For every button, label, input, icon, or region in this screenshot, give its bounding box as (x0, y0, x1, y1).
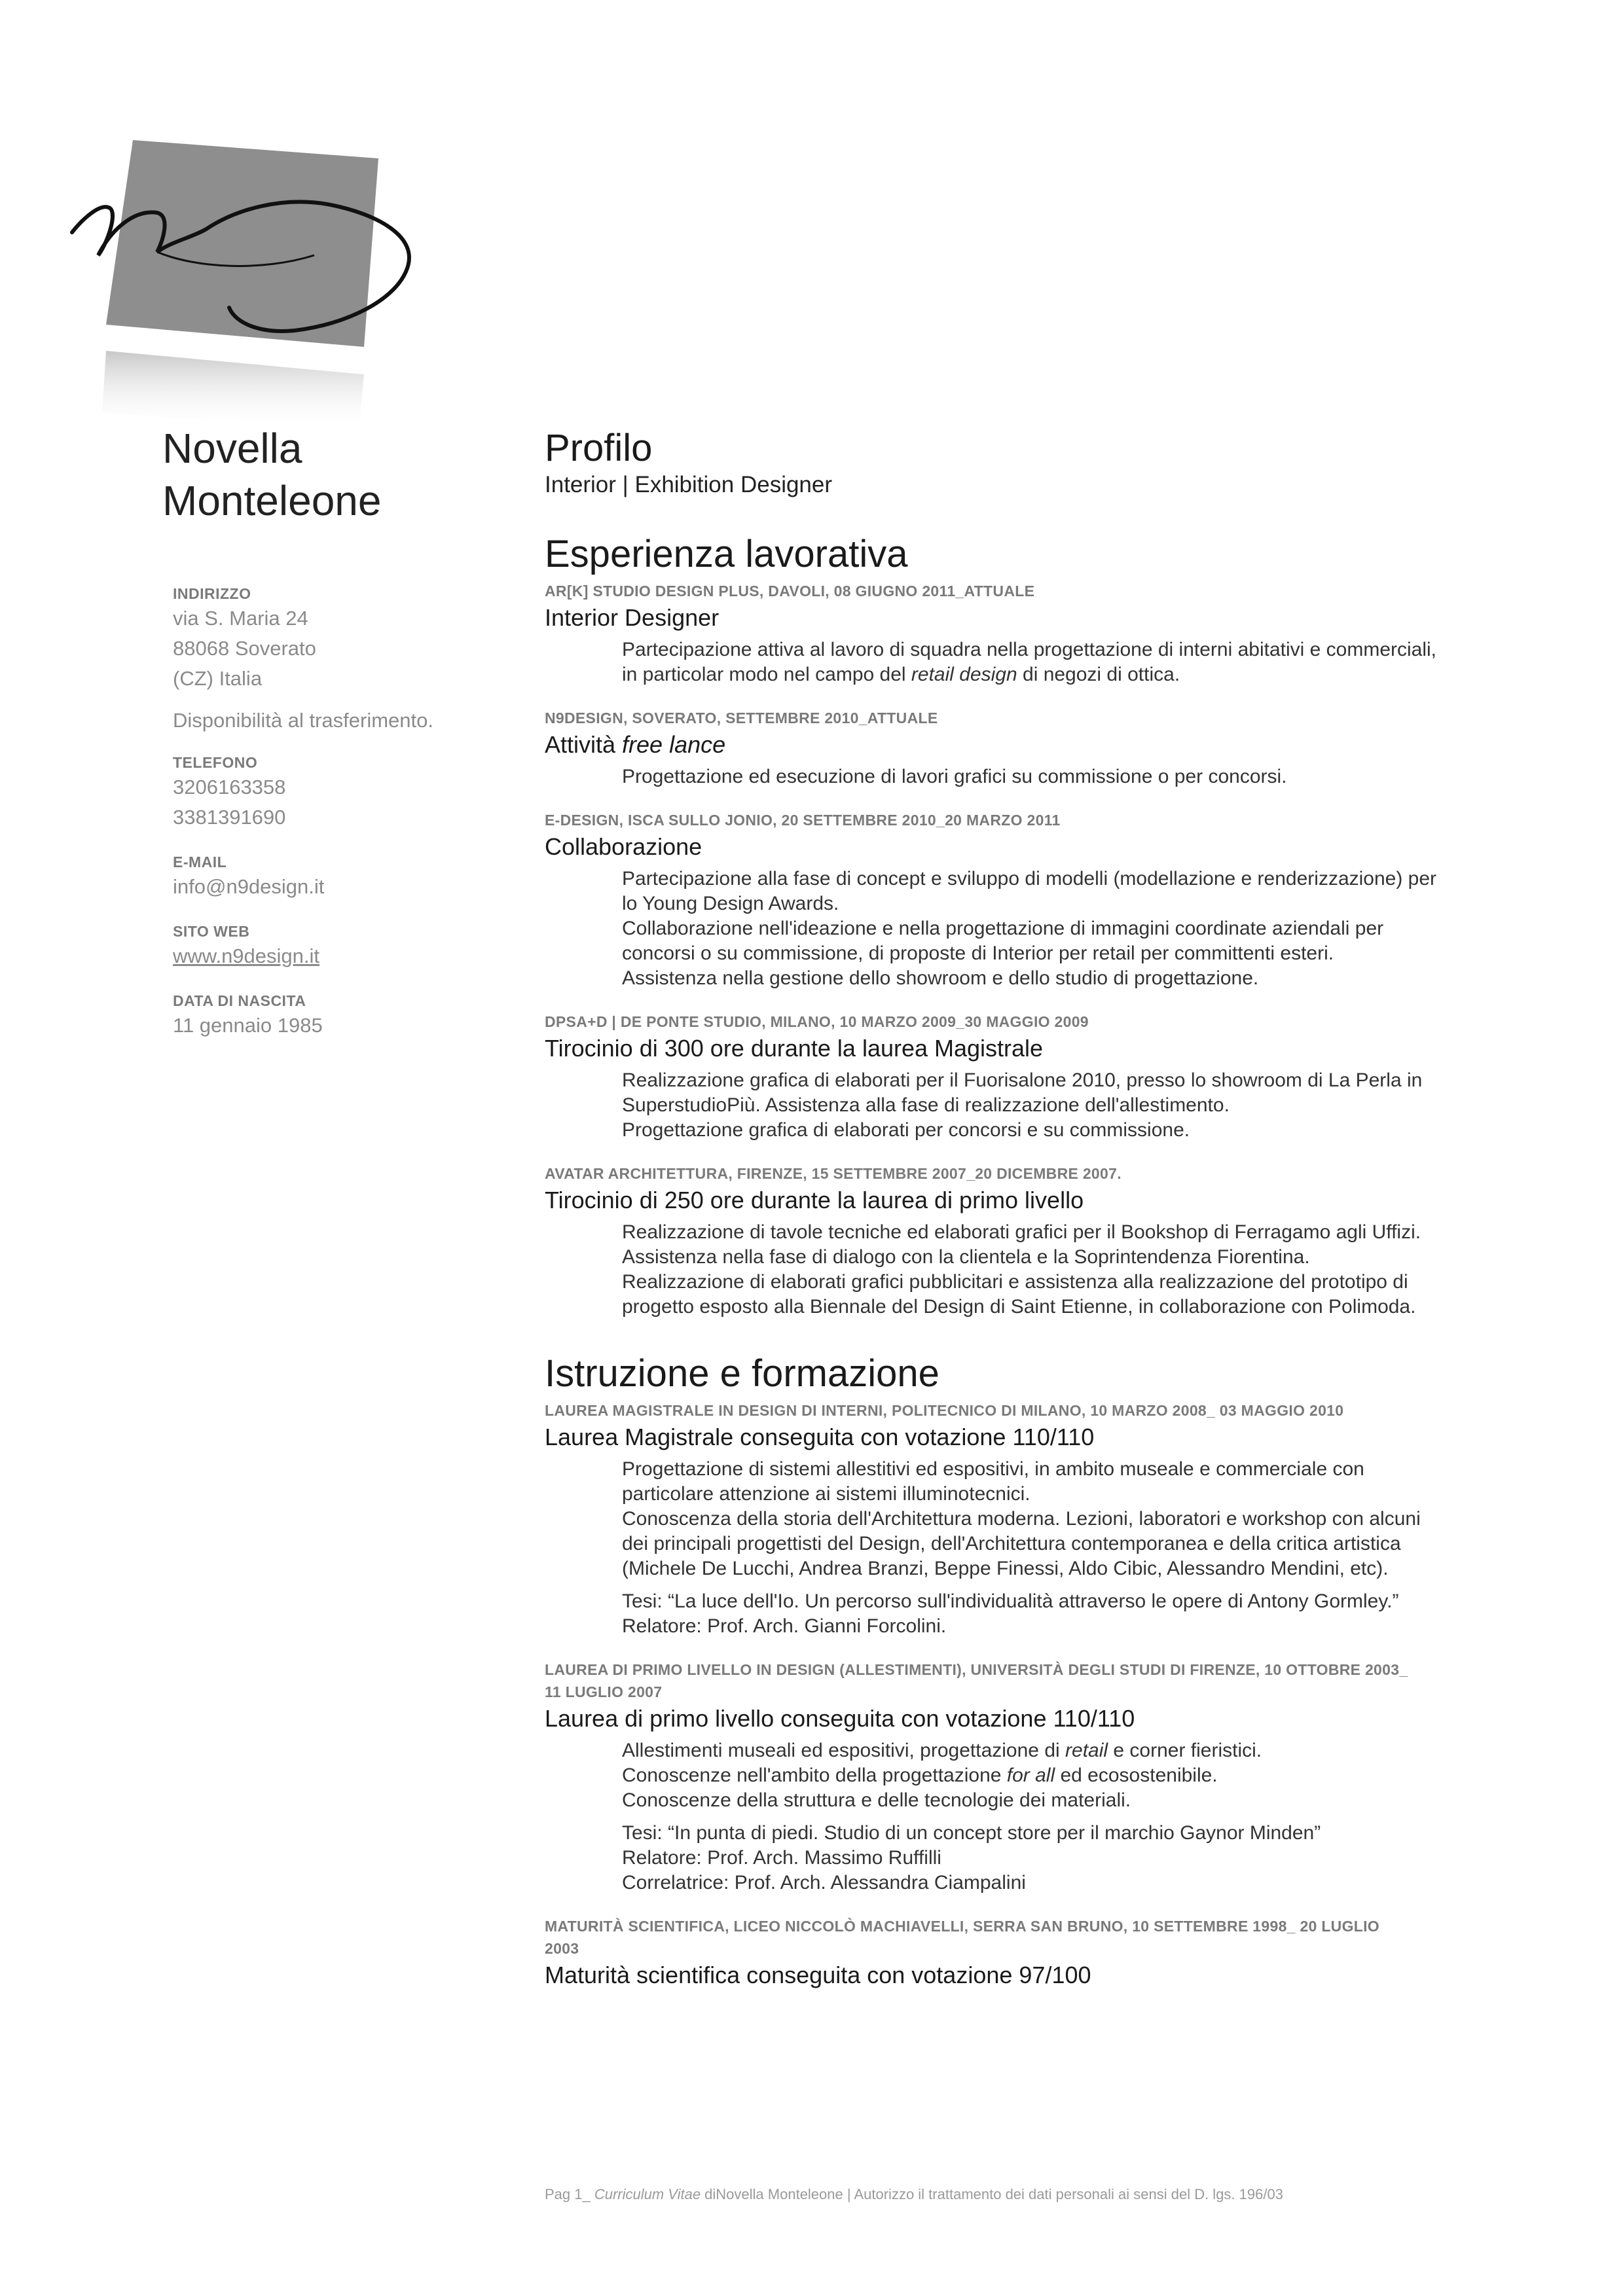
experience-meta: AVATAR ARCHITETTURA, FIRENZE, 15 SETTEMBRE 2007_20 DICEMBRE 2007. (545, 1165, 1122, 1182)
education-item (545, 1915, 1474, 1991)
education-degree: Laurea Magistrale conseguita con votazione 110/110 (545, 1424, 1095, 1450)
text-italic: retail (1065, 1740, 1108, 1761)
candidate-name (162, 422, 381, 527)
education-title: Istruzione e formazione (545, 1352, 939, 1395)
description-line: concorsi o su commissione, di proposte di Interior per retail per committenti esteri. (622, 942, 1334, 964)
text: in particolar modo nel campo del (622, 664, 911, 685)
contact-sidebar (173, 584, 474, 1060)
description-line (622, 1763, 1474, 1788)
description-line: Partecipazione alla fase di concept e sviluppo di modelli (modellazione e renderizzazione) per (622, 868, 1437, 889)
description-line: Realizzazione grafica di elaborati per il Fuorisalone 2010, presso lo showroom di La Perla in (622, 1069, 1423, 1091)
education-section (545, 1351, 1474, 1991)
text: di negozi di ottica. (1017, 664, 1180, 685)
experience-item (545, 1011, 1474, 1143)
education-degree: Maturità scientifica conseguita con votazione 97/100 (545, 1962, 1091, 1988)
page-footer (545, 2186, 1283, 2203)
address-label: INDIRIZZO (173, 585, 251, 602)
description-line: Conoscenza della storia dell'Architettura moderna. Lezioni, laboratori e workshop con alcuni (622, 1508, 1421, 1530)
education-meta: LAUREA MAGISTRALE IN DESIGN DI INTERNI, POLITECNICO DI MILANO, 10 MARZO 2008_ 03 MAGGIO 2010 (545, 1402, 1344, 1419)
education-meta-line: 11 LUGLIO 2007 (545, 1683, 663, 1700)
main-content (545, 425, 1474, 1995)
education-meta-line: 2003 (545, 1940, 579, 1957)
phone-label: TELEFONO (173, 754, 258, 771)
description-line: Progettazione grafica di elaborati per concorsi e su commissione. (622, 1119, 1190, 1141)
name-last: Monteleone (162, 477, 382, 524)
email-block (173, 852, 474, 902)
profile-title: Profilo (545, 427, 653, 469)
experience-meta: DPSA+D | DE PONTE STUDIO, MILANO, 10 MARZO 2009_30 MAGGIO 2009 (545, 1013, 1089, 1030)
relocation-note: Disponibilità al trasferimento. (173, 709, 434, 732)
n9design-logo (65, 131, 432, 432)
text-italic: retail design (911, 664, 1017, 685)
text: e corner fieristici. (1108, 1740, 1262, 1761)
thesis-title: Tesi: “La luce dell'Io. Un percorso sull'individualità attraverso le opere di Antony Gormley.” (622, 1590, 1399, 1612)
experience-item (545, 707, 1474, 789)
phone-block (173, 753, 474, 833)
address-line: 88068 Soverato (173, 637, 316, 660)
footer-text-italic: Curriculum Vitae (594, 2186, 701, 2202)
experience-role (545, 729, 1474, 761)
experience-item (545, 580, 1474, 687)
text: ed ecosostenibile. (1055, 1765, 1218, 1786)
profile-subtitle: Interior | Exhibition Designer (545, 472, 833, 497)
thesis-title: Tesi: “In punta di piedi. Studio di un concept store per il marchio Gaynor Minden” (622, 1822, 1321, 1844)
footer-text: Pag 1_ (545, 2186, 594, 2202)
description-line: Conoscenze della struttura e delle tecnologie dei materiali. (622, 1789, 1131, 1811)
experience-item (545, 1162, 1474, 1319)
description-line: progetto esposto alla Biennale del Design di Saint Etienne, in collaborazione con Polimoda. (622, 1296, 1416, 1318)
text-italic: for all (1006, 1765, 1055, 1786)
experience-title: Esperienza lavorativa (545, 533, 908, 575)
experience-role: Tirocinio di 300 ore durante la laurea Magistrale (545, 1035, 1044, 1062)
experience-description (622, 637, 1474, 687)
phone-number: 3206163358 (173, 776, 286, 798)
address-block (173, 584, 474, 733)
education-meta-line: MATURITÀ SCIENTIFICA, LICEO NICCOLÒ MACHIAVELLI, SERRA SAN BRUNO, 10 SETTEMBRE 1998_ 20 LUGLIO (545, 1918, 1379, 1935)
text: Conoscenze nell'ambito della progettazione (622, 1765, 1007, 1786)
thesis-cosupervisor: Correlatrice: Prof. Arch. Alessandra Ciampalini (622, 1872, 1026, 1893)
address-line: (CZ) Italia (173, 667, 263, 690)
web-block (173, 922, 474, 971)
education-description (622, 1738, 1474, 1895)
description-line: lo Young Design Awards. (622, 893, 839, 914)
education-degree: Laurea di primo livello conseguita con votazione 110/110 (545, 1705, 1135, 1732)
text: Attività (545, 731, 623, 758)
web-label: SITO WEB (173, 923, 250, 940)
experience-meta: E-DESIGN, ISCA SULLO JONIO, 20 SETTEMBRE 2010_20 MARZO 2011 (545, 812, 1061, 829)
description-line (622, 1738, 1474, 1763)
description-line: dei principali progettisti del Design, dell'Architettura contemporanea e della critica artistica (622, 1533, 1401, 1554)
experience-meta: AR[K] STUDIO DESIGN PLUS, DAVOLI, 08 GIUGNO 2011_ATTUALE (545, 583, 1035, 600)
education-item (545, 1659, 1474, 1895)
thesis-supervisor: Relatore: Prof. Arch. Gianni Forcolini. (622, 1615, 947, 1637)
education-meta (545, 1915, 1474, 1960)
experience-description (622, 867, 1474, 991)
education-meta-line: LAUREA DI PRIMO LIVELLO IN DESIGN (ALLESTIMENTI), UNIVERSITÀ DEGLI STUDI DI FIRENZE, 10 OTTOBRE 2003_ (545, 1661, 1408, 1678)
phone-number: 3381391690 (173, 806, 286, 829)
experience-description (622, 1220, 1474, 1319)
footer-text: diNovella Monteleone | Autorizzo il trattamento dei dati personali ai sensi del D. lgs. 196/03 (701, 2186, 1283, 2202)
experience-role: Collaborazione (545, 833, 702, 860)
education-description (622, 1457, 1474, 1639)
address-line: via S. Maria 24 (173, 607, 308, 630)
description-line: Assistenza nella fase di dialogo con la clientela e la Soprintendenza Fiorentina. (622, 1246, 1310, 1268)
text: Allestimenti museali ed espositivi, progettazione di (622, 1740, 1066, 1761)
text-italic: free lance (622, 731, 726, 758)
birth-label: DATA DI NASCITA (173, 992, 306, 1009)
experience-description (622, 1068, 1474, 1143)
description-line (622, 662, 1474, 687)
email-address[interactable]: info@n9design.it (173, 875, 325, 898)
description-line: Realizzazione di tavole tecniche ed elaborati grafici per il Bookshop di Ferragamo agli Uffizi. (622, 1221, 1421, 1243)
description-line: Collaborazione nell'ideazione e nella progettazione di immagini coordinate aziendali per (622, 918, 1384, 939)
education-meta (545, 1659, 1474, 1703)
description-line: Partecipazione attiva al lavoro di squadra nella progettazione di interni abitativi e commerciali, (622, 639, 1437, 660)
description-line: SuperstudioPiù. Assistenza alla fase di realizzazione dell'allestimento. (622, 1094, 1230, 1116)
website-link[interactable]: www.n9design.it (173, 944, 320, 967)
experience-role: Interior Designer (545, 604, 720, 631)
experience-item (545, 809, 1474, 991)
experience-meta: N9DESIGN, SOVERATO, SETTEMBRE 2010_ATTUALE (545, 709, 938, 726)
birth-date: 11 gennaio 1985 (173, 1014, 323, 1037)
description-line: Assistenza nella gestione dello showroom e dello studio di progettazione. (622, 967, 1259, 989)
experience-role: Tirocinio di 250 ore durante la laurea di primo livello (545, 1187, 1084, 1213)
birth-block (173, 991, 474, 1041)
description-line: Progettazione ed esecuzione di lavori grafici su commissione o per concorsi. (622, 766, 1287, 787)
description-line: particolare attenzione ai sistemi illuminotecnici. (622, 1483, 1030, 1505)
description-line: (Michele De Lucchi, Andrea Branzi, Beppe Finessi, Aldo Cibic, Alessandro Mendini, etc). (622, 1558, 1389, 1579)
experience-description (622, 764, 1474, 789)
email-label: E-MAIL (173, 853, 227, 870)
name-first: Novella (162, 425, 302, 472)
education-item (545, 1399, 1474, 1639)
description-line: Progettazione di sistemi allestitivi ed espositivi, in ambito museale e commerciale con (622, 1458, 1364, 1480)
description-line: Realizzazione di elaborati grafici pubblicitari e assistenza alla realizzazione del prototipo di (622, 1271, 1408, 1293)
thesis-supervisor: Relatore: Prof. Arch. Massimo Ruffilli (622, 1847, 941, 1869)
